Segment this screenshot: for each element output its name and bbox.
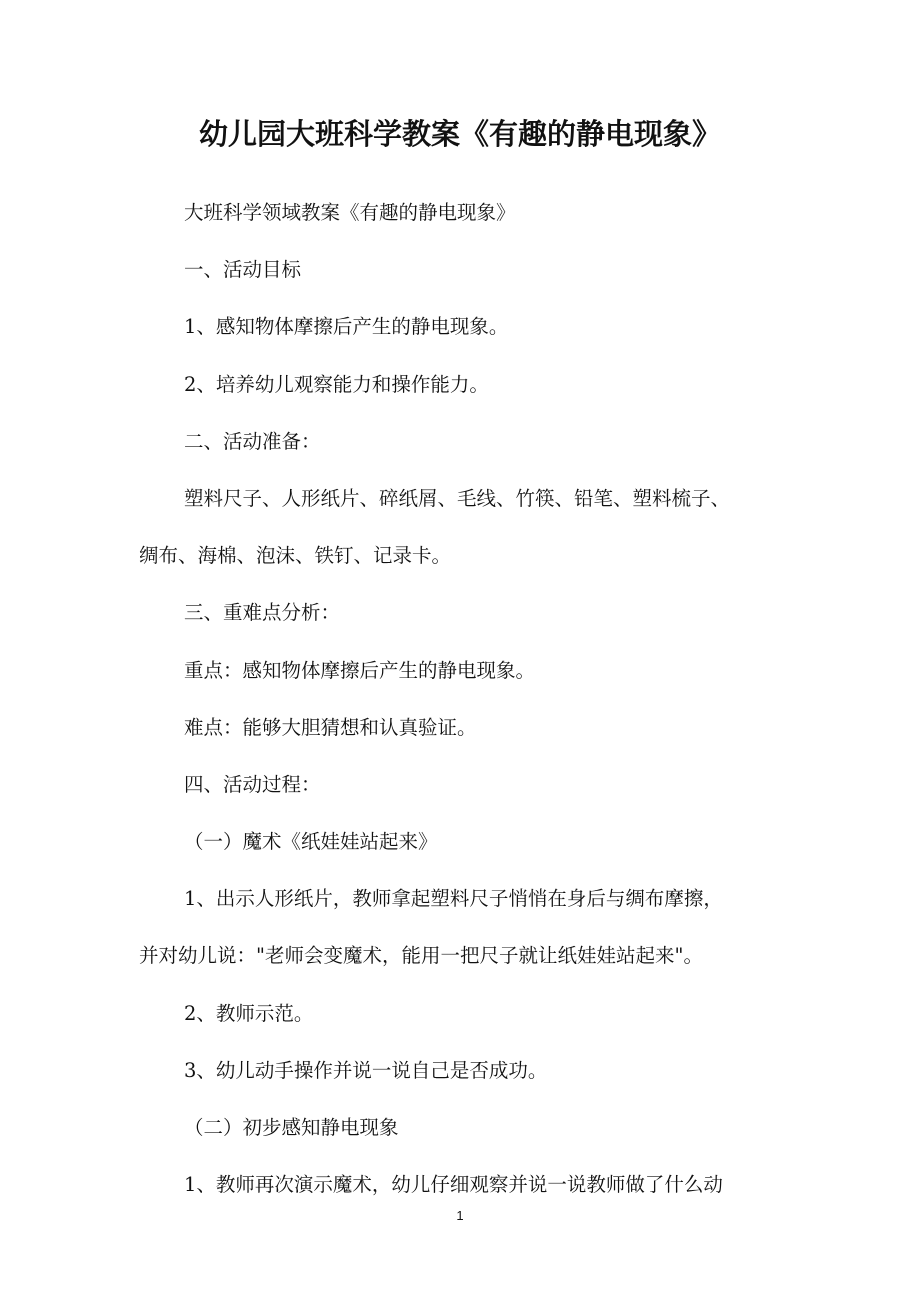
- heading-magic-trick: （一）魔术《纸娃娃站起来》: [184, 830, 438, 854]
- paragraph-step-2: 2、教师示范。: [184, 1001, 314, 1025]
- paragraph-goal-1: 1、感知物体摩擦后产生的静电现象。: [184, 315, 509, 339]
- paragraph-goal-2: 2、培养幼儿观察能力和操作能力。: [184, 372, 489, 396]
- heading-key-points: 三、重难点分析：: [184, 601, 341, 625]
- document-body: [139, 184, 799, 1213]
- paragraph-materials-line-1: 塑料尺子、人形纸片、碎纸屑、毛线、竹筷、铅笔、塑料梳子、: [184, 486, 731, 510]
- heading-activity-goals: 一、活动目标: [184, 258, 302, 282]
- document-title: 幼儿园大班科学教案《有趣的静电现象》: [198, 117, 721, 151]
- paragraph-difficult-point: 难点：能够大胆猜想和认真验证。: [184, 715, 477, 739]
- paragraph-key-point: 重点：感知物体摩擦后产生的静电现象。: [184, 658, 536, 682]
- heading-initial-perception: （二）初步感知静电现象: [184, 1116, 399, 1139]
- page-number: 1: [456, 1208, 464, 1223]
- paragraph-step-1-line-2: 并对幼儿说："老师会变魔术，能用一把尺子就让纸娃娃站起来"。: [139, 944, 703, 968]
- heading-activity-process: 四、活动过程：: [184, 772, 321, 796]
- paragraph-materials-line-2: 绸布、海棉、泡沫、铁钉、记录卡。: [139, 544, 452, 568]
- paragraph-perception-step-1: 1、教师再次演示魔术，幼儿仔细观察并说一说教师做了什么动: [184, 1173, 723, 1197]
- heading-activity-preparation: 二、活动准备：: [184, 429, 321, 453]
- paragraph-step-3: 3、幼儿动手操作并说一说自己是否成功。: [184, 1058, 548, 1082]
- paragraph-step-1-line-1: 1、出示人形纸片，教师拿起塑料尺子悄悄在身后与绸布摩擦，: [184, 887, 723, 911]
- paragraph-subtitle: 大班科学领域教案《有趣的静电现象》: [184, 201, 516, 224]
